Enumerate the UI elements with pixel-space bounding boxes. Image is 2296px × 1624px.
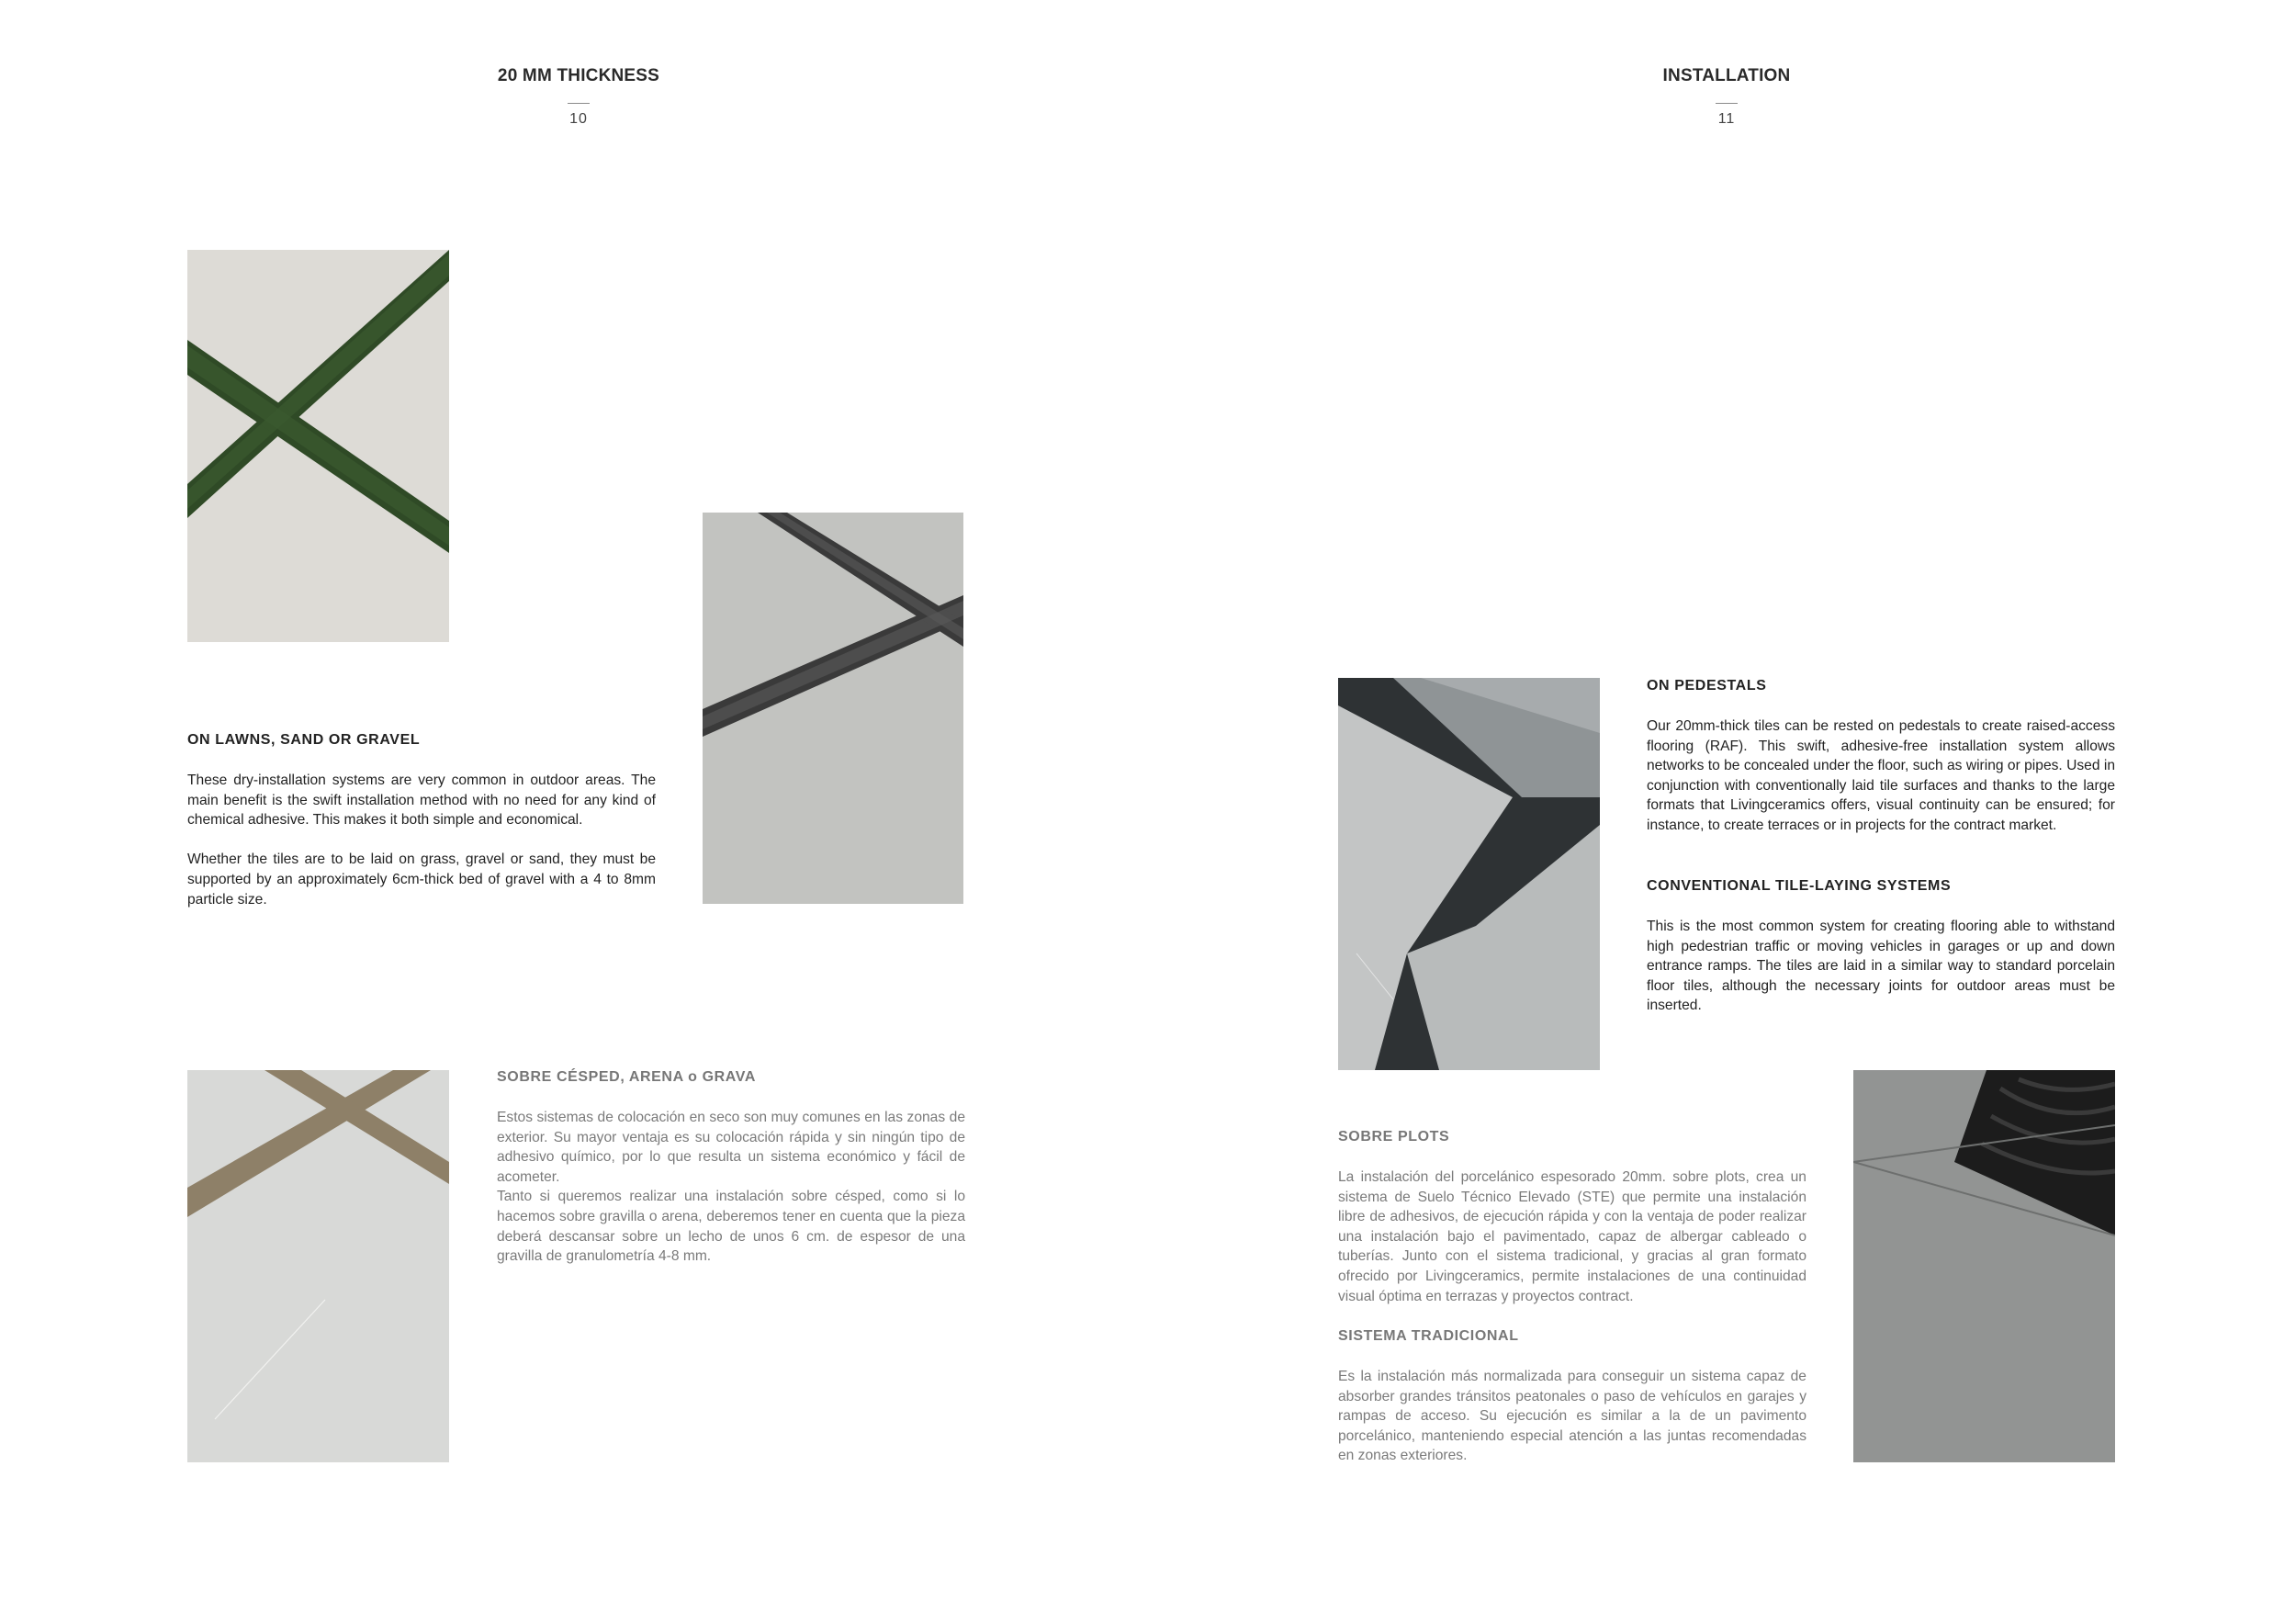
right-english-paragraph-1: Our 20mm-thick tiles can be rested on pedestals to create raised-access flooring (RAF). This swift, adhesive-free installation system allows networks to be concealed under the floor, such as wiring or pipes. Used in conjunction with conventionally laid tile surfaces and thanks to the large formats that Livingceramics offers, visual continuity can be ensured; for instance, to create terraces or in projects for the contract market.: [1647, 718, 2115, 833]
right-spanish-paragraph-2: Es la instalación más normalizada para conseguir un sistema capaz de absorber grandes tránsitos peatonales o paso de vehículos en garajes y rampas de acceso. Su ejecución es similar a la de un pavimento porcelánico, manteniendo especial atención a las juntas recomendadas en zonas exteriores.: [1338, 1369, 1806, 1464]
left-spanish-heading: SOBRE CÉSPED, ARENA o GRAVA: [497, 1069, 757, 1085]
left-spanish-paragraph-2: Tanto si queremos realizar una instalación sobre césped, como si lo hacemos sobre gravilla o arena, deberemos tener en cuenta que la pieza deberá descansar sobre un lecho de unos 6 cm. de espesor de una gravilla de granulometría 4-8 mm.: [497, 1189, 965, 1265]
left-spanish-paragraph-1: Estos sistemas de colocación en seco son muy comunes en las zonas de exterior. Su mayor ventaja es su colocación rápida y sin ningún tipo de adhesivo químico, por lo que resulta un sistema económico y fácil de acometer.: [497, 1110, 965, 1185]
left-english-paragraph-1: These dry-installation systems are very common in outdoor areas. The main benefit is the swift installation method with no need for any kind of chemical adhesive. This makes it both simple and economical.: [187, 773, 656, 829]
tiles-on-pedestals-photo: [1338, 678, 1600, 1070]
left-english-body: [187, 771, 656, 909]
right-header-divider: [1716, 103, 1738, 104]
right-spanish-heading-2: SISTEMA TRADICIONAL: [1338, 1328, 1519, 1344]
conventional-adhesive-laying-photo: [1853, 1070, 2115, 1462]
tiles-on-gravel-photo: [703, 513, 963, 904]
right-english-paragraph-2: This is the most common system for creating flooring able to withstand high pedestrian traffic or moving vehicles in garages or up and down entrance ramps. The tiles are laid in a similar way to standard porcelain floor tiles, although the necessary joints for outdoor areas must be inserted.: [1647, 919, 2115, 1014]
right-page-title: INSTALLATION: [1662, 66, 1791, 85]
left-english-heading: ON LAWNS, SAND OR GRAVEL: [187, 732, 421, 748]
left-header-divider: [568, 103, 590, 104]
left-page-title: 20 MM THICKNESS: [497, 66, 660, 85]
right-page-number: 11: [1717, 111, 1736, 127]
tiles-on-lawn-photo: [187, 250, 449, 642]
right-spanish-paragraph-1: La instalación del porcelánico espesorado 20mm. sobre plots, crea un sistema de Suelo Técnico Elevado (STE) que permite una instalación libre de adhesivos, de ejecución rápida y con la ventaja de poder realizar una instalación bajo el pavimentado, capaz de albergar cableado o tuberías. Junto con el sistema tradicional, y gracias al gran formato ofrecido por Livingceramics, permite instalaciones de una continuidad visual óptima en terrazas y proyectos contract.: [1338, 1169, 1806, 1304]
left-english-paragraph-2: Whether the tiles are to be laid on grass, gravel or sand, they must be supported by an approximately 6cm-thick bed of gravel with a 4 to 8mm particle size.: [187, 851, 656, 908]
right-spanish-heading-1: SOBRE PLOTS: [1338, 1129, 1450, 1145]
left-spanish-body: [497, 1108, 965, 1267]
tiles-on-sand-photo: [187, 1070, 449, 1462]
left-page-number: 10: [569, 111, 588, 127]
right-english-heading-1: ON PEDESTALS: [1647, 678, 1767, 694]
right-english-heading-2: CONVENTIONAL TILE-LAYING SYSTEMS: [1647, 878, 1952, 894]
